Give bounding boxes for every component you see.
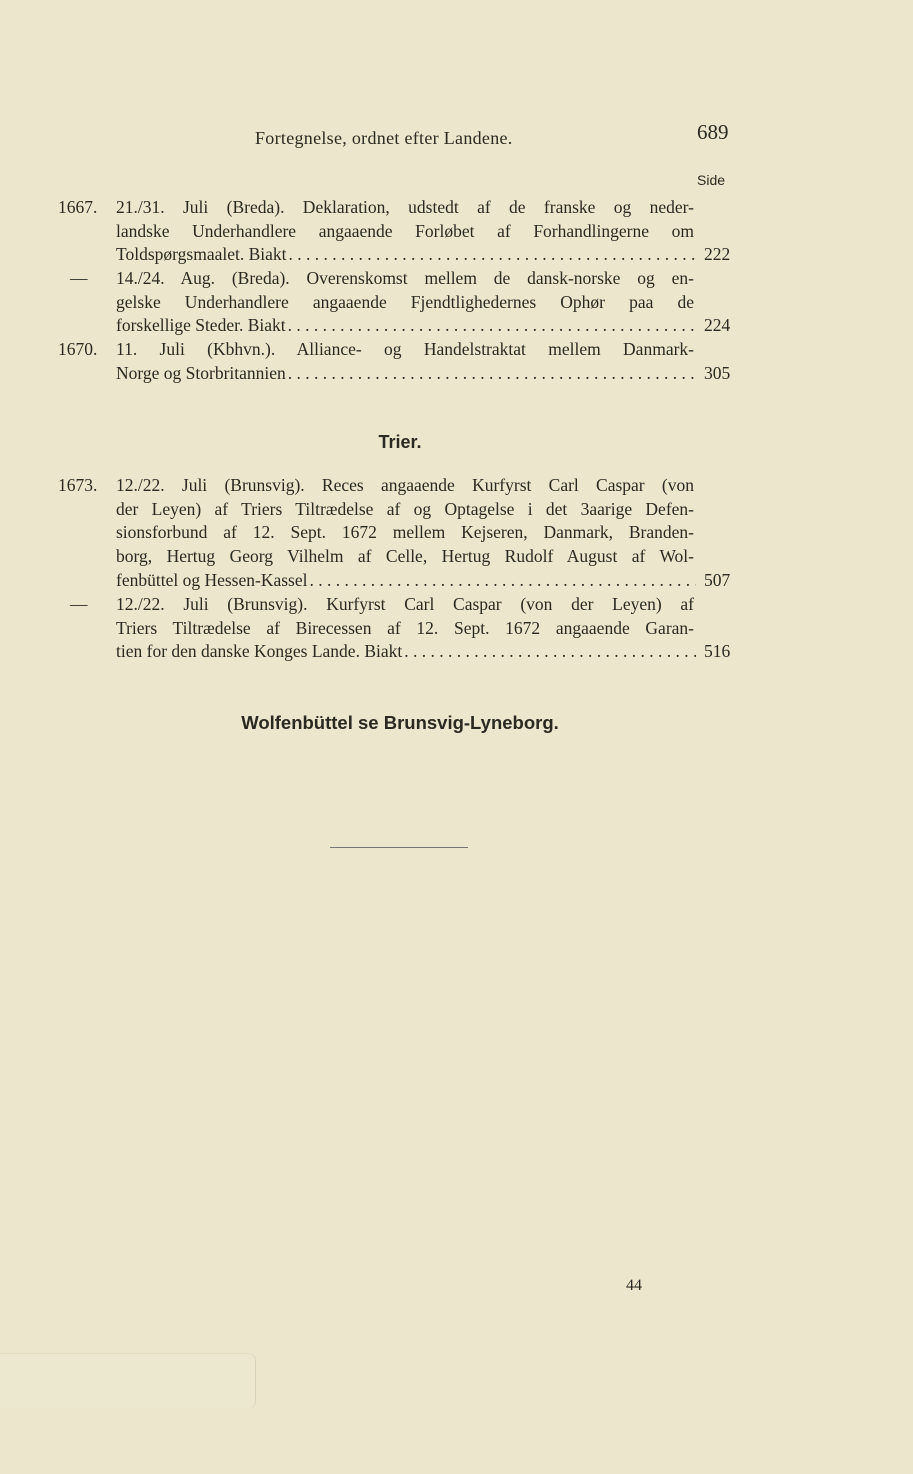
entry-line: 21./31. Juli (Breda). Deklaration, udstedt af de franske og neder- <box>116 197 694 217</box>
side-column-label: Side <box>697 172 726 188</box>
entry-line: landske Underhandlere angaaende Forløbet af Forhandlingerne om <box>116 220 694 241</box>
entry-text: Toldspørgsmaalet. Biakt <box>116 244 287 265</box>
entry-line: borg, Hertug Georg Vilhelm af Celle, Hertug Rudolf August af Wol- <box>116 546 694 567</box>
entry-line <box>116 641 696 665</box>
entry-year: 1670. <box>58 339 98 359</box>
entry-page-ref: 222 <box>704 244 731 265</box>
dot-leader <box>286 315 696 339</box>
dot-leader <box>402 641 696 665</box>
cross-reference: Wolfenbüttel se Brunsvig-Lyneborg. <box>241 712 559 733</box>
entry-line <box>116 315 696 339</box>
entry-line: sionsforbund af 12. Sept. 1672 mellem Kejseren, Danmark, Branden- <box>116 522 694 543</box>
entry-text: Norge og Storbritannien <box>116 362 286 383</box>
dot-leader <box>287 244 696 268</box>
entry-line <box>116 570 696 594</box>
entry-line: Triers Tiltrædelse af Birecessen af 12. Sept. 1672 angaaende Garan- <box>116 617 694 638</box>
entry-page-ref: 507 <box>704 569 731 590</box>
dot-leader <box>286 363 696 387</box>
entry-year: 1667. <box>58 197 98 217</box>
entry-line: 14./24. Aug. (Breda). Overenskomst mellem de dansk-norske og en- <box>116 268 694 288</box>
entry-text: fenbüttel og Hessen-Kassel <box>116 569 308 590</box>
entry-line: 11. Juli (Kbhvn.). Alliance- og Handelstraktat mellem Danmark- <box>116 339 694 359</box>
entry-line: 12./22. Juli (Brunsvig). Kurfyrst Carl Caspar (von der Leyen) af <box>116 594 694 614</box>
entry-line <box>116 363 696 387</box>
entry-year: 1673. <box>58 475 98 495</box>
entry-line: der Leyen) af Triers Tiltrædelse af og Optagelse i det 3aarige Defen- <box>116 498 694 519</box>
signature-mark: 44 <box>626 1277 642 1294</box>
entry-text: tien for den danske Konges Lande. Biakt <box>116 641 403 662</box>
entry-line: 12./22. Juli (Brunsvig). Reces angaaende Kurfyrst Carl Caspar (von <box>116 475 694 495</box>
entry-page-ref: 224 <box>704 315 731 336</box>
entry-year: — <box>70 594 88 614</box>
section-title-trier: Trier. <box>378 432 422 452</box>
entry-page-ref: 305 <box>704 362 731 383</box>
scan-page-tab <box>0 1353 256 1409</box>
entry-year: — <box>70 268 88 288</box>
entry-page-ref: 516 <box>704 641 731 662</box>
page-number: 689 <box>697 120 729 144</box>
dot-leader <box>307 570 696 594</box>
entry-line: gelske Underhandlere angaaende Fjendtlighedernes Ophør paa de <box>116 291 694 312</box>
running-title: Fortegnelse, ordnet efter Landene. <box>255 128 513 148</box>
entry-line <box>116 244 696 268</box>
entry-text: forskellige Steder. Biakt <box>116 315 286 336</box>
divider-rule <box>330 847 468 848</box>
